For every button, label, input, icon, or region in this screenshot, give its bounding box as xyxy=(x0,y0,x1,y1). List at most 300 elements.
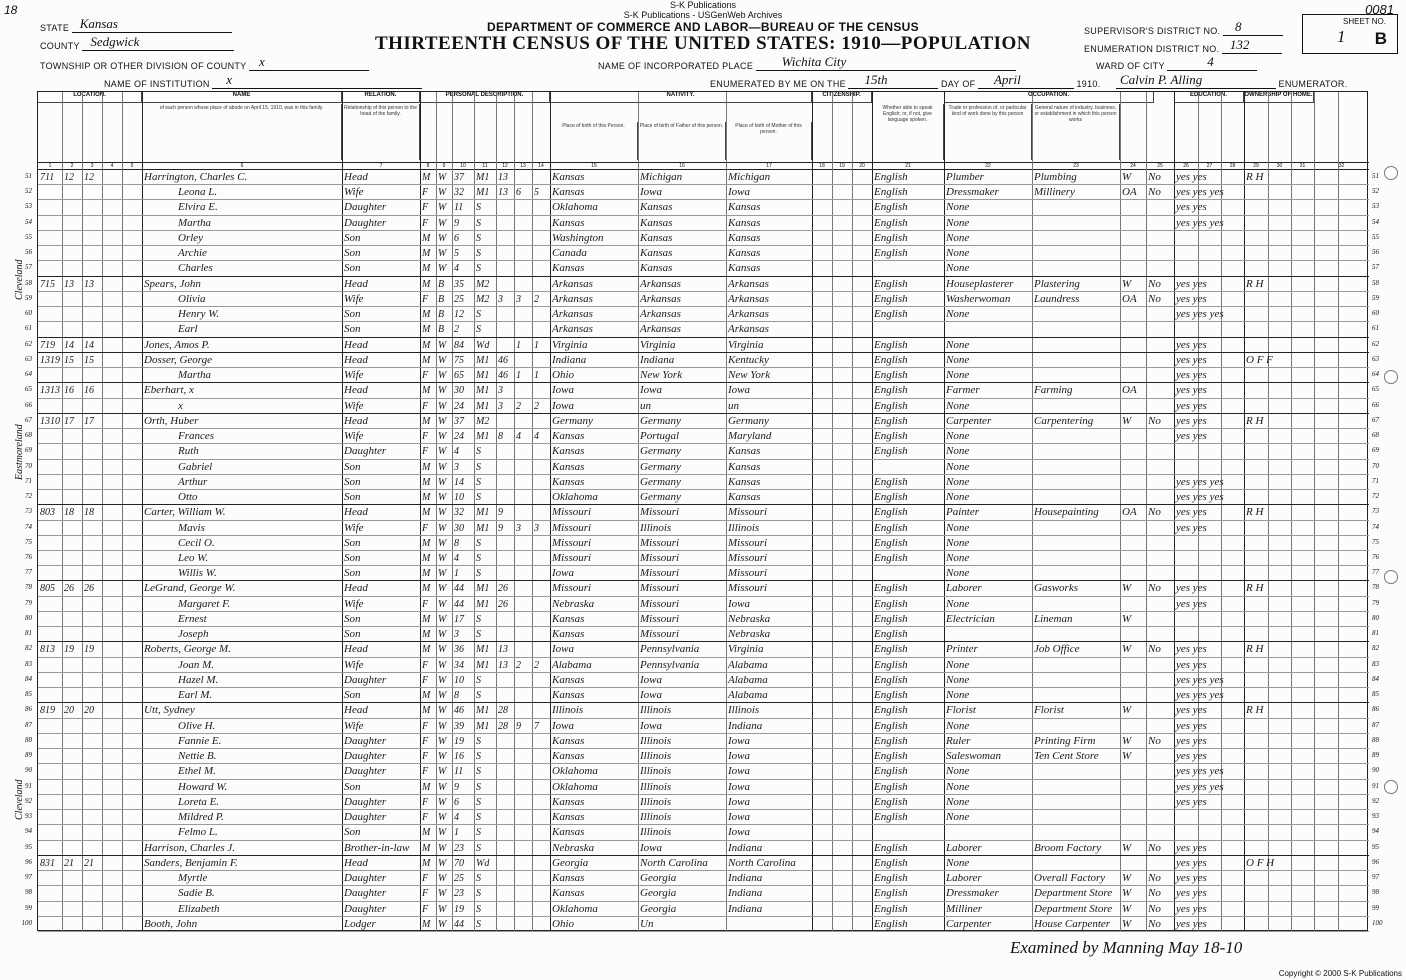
cell-bpm: Indiana xyxy=(728,887,763,900)
cell-wk: No xyxy=(1148,887,1161,900)
ward-label: WARD OF CITY xyxy=(1096,61,1165,71)
line-number: 66 xyxy=(25,400,32,409)
cell-own: R H xyxy=(1246,414,1264,427)
table-row xyxy=(38,688,1369,703)
cell-street: 805 xyxy=(40,583,55,595)
cell-trade: None xyxy=(946,567,970,580)
line-number: 94 xyxy=(1372,827,1379,836)
cell-bpm: Kansas xyxy=(728,460,761,473)
cell-name: Willis W. xyxy=(178,567,217,580)
cell-yrs: 3 xyxy=(498,293,503,305)
cell-emp: W xyxy=(1122,414,1132,427)
cell-age: 14 xyxy=(454,476,464,488)
cell-edu: yes yes xyxy=(1176,384,1207,397)
cell-sex: M xyxy=(422,842,431,854)
cell-ms: M1 xyxy=(476,705,490,717)
cell-bpm: Indiana xyxy=(728,872,763,885)
line-number: 68 xyxy=(25,431,32,440)
institution-label: NAME OF INSTITUTION xyxy=(104,79,210,89)
cell-sex: F xyxy=(422,888,429,900)
cell-lang: English xyxy=(874,612,908,625)
cell-wk: No xyxy=(1148,171,1161,183)
cell-bpf: Un xyxy=(640,917,654,930)
cell-lang: English xyxy=(874,231,908,244)
sheet-label: SHEET NO. xyxy=(1343,17,1386,26)
line-number: 62 xyxy=(25,339,32,348)
table-row xyxy=(38,536,1369,551)
cell-ind: Lineman xyxy=(1034,612,1073,625)
cell-age: 9 xyxy=(454,217,459,229)
cell-ms: M1 xyxy=(476,370,490,382)
cell-bpm: Kansas xyxy=(728,201,761,214)
cell-sex: F xyxy=(422,735,429,747)
cell-bp: Kansas xyxy=(552,689,585,702)
cell-ms: S xyxy=(476,690,481,702)
cell-dw: 19 xyxy=(64,644,74,656)
cell-bp: Kansas xyxy=(552,612,585,625)
cell-bpf: Iowa xyxy=(640,384,662,397)
cell-age: 24 xyxy=(454,400,464,412)
cell-rel: Son xyxy=(344,460,361,473)
line-number: 65 xyxy=(1372,385,1379,394)
cell-emp: OA xyxy=(1122,506,1137,519)
cell-name: Felmo L. xyxy=(178,826,218,839)
cell-lang: English xyxy=(874,872,908,885)
cell-dw: 16 xyxy=(64,385,74,397)
cell-ch-l: 1 xyxy=(534,370,539,382)
cell-name: Earl xyxy=(178,323,198,336)
cell-sex: F xyxy=(422,446,429,458)
sheet-value: 1 xyxy=(1337,27,1346,46)
line-number: 54 xyxy=(1372,217,1379,226)
cell-age: 39 xyxy=(454,720,464,732)
line-number: 77 xyxy=(1372,568,1379,577)
cell-rel: Daughter xyxy=(344,750,387,763)
column-number: 12 xyxy=(502,163,508,169)
cell-sex: M xyxy=(422,339,431,351)
cell-age: 10 xyxy=(454,492,464,504)
column-number: 22 xyxy=(985,163,991,169)
table-row xyxy=(38,871,1369,886)
cell-bpf: Germany xyxy=(640,475,681,488)
cell-bpm: Kentucky xyxy=(728,353,769,366)
line-number: 95 xyxy=(1372,842,1379,851)
line-number: 71 xyxy=(25,476,32,485)
line-number: 98 xyxy=(1372,888,1379,897)
cell-name: Roberts, George M. xyxy=(144,643,231,656)
cell-trade: None xyxy=(946,856,970,869)
cell-fam: 17 xyxy=(84,415,94,427)
cell-street: 719 xyxy=(40,339,55,351)
column-number: 26 xyxy=(1183,163,1189,169)
cell-age: 16 xyxy=(454,751,464,763)
cell-age: 37 xyxy=(454,172,464,183)
line-number: 84 xyxy=(1372,674,1379,683)
cell-trade: Washerwoman xyxy=(946,292,1011,305)
cell-sex: M xyxy=(422,781,431,793)
cell-sex: M xyxy=(422,918,431,930)
cell-race: W xyxy=(438,415,447,427)
cell-age: 6 xyxy=(454,232,459,244)
cell-age: 3 xyxy=(454,629,459,641)
cell-age: 65 xyxy=(454,370,464,382)
line-number: 78 xyxy=(25,583,32,592)
group-name: NAME xyxy=(142,92,342,103)
table-row xyxy=(38,749,1369,764)
cell-emp: W xyxy=(1122,902,1132,915)
line-number: 52 xyxy=(25,187,32,196)
cell-lang: English xyxy=(874,734,908,747)
cell-edu: yes yes xyxy=(1176,719,1207,732)
group-location: LOCATION. xyxy=(38,92,142,103)
cell-street: 1313 xyxy=(40,385,60,397)
cell-bpf: Illinois xyxy=(640,765,672,778)
cell-ch-b: 1 xyxy=(516,339,521,351)
cell-ms: S xyxy=(476,751,481,763)
cell-lang: English xyxy=(874,552,908,564)
cell-bpf: Missouri xyxy=(640,536,680,549)
cell-bpm: New York xyxy=(728,369,771,382)
cell-name: Mildred P. xyxy=(178,811,224,824)
cell-bp: Iowa xyxy=(552,384,574,397)
line-number: 87 xyxy=(1372,720,1379,729)
cell-ms: S xyxy=(476,735,481,747)
cell-ind: Housepainting xyxy=(1034,506,1099,519)
cell-ms: M2 xyxy=(476,415,490,427)
name-column-desc: of each person whose place of abode on April 15, 1910, was in this family. xyxy=(142,104,342,160)
cell-trade: None xyxy=(946,216,970,229)
cell-age: 46 xyxy=(454,705,464,717)
cell-sex: M xyxy=(422,613,431,625)
cell-bpm: Missouri xyxy=(728,582,768,595)
cell-yrs: 28 xyxy=(498,705,508,717)
line-number: 90 xyxy=(25,766,32,775)
cell-race: W xyxy=(438,690,447,702)
cell-race: W xyxy=(438,888,447,900)
cell-own: R H xyxy=(1246,506,1264,519)
cell-bpf: Iowa xyxy=(640,673,662,686)
cell-bpf: Portugal xyxy=(640,430,680,443)
cell-age: 4 xyxy=(454,812,459,824)
cell-edu: yes yes yes xyxy=(1176,216,1224,229)
cell-bpf: Iowa xyxy=(640,186,662,199)
cell-sex: M xyxy=(422,629,431,641)
cell-sex: F xyxy=(422,293,429,305)
cell-bp: Arkansas xyxy=(552,323,593,336)
cell-bpm: Arkansas xyxy=(728,277,769,290)
column-number: 2 xyxy=(70,163,74,169)
cell-bpm: Kansas xyxy=(728,475,761,488)
cell-sex: F xyxy=(422,431,429,443)
cell-ms: S xyxy=(476,842,481,854)
column-number: 9 xyxy=(442,163,446,169)
cell-ch-b: 2 xyxy=(516,659,521,671)
cell-trade: None xyxy=(946,247,970,260)
cell-rel: Son xyxy=(344,262,361,275)
cell-age: 24 xyxy=(454,431,464,443)
cell-name: Martha xyxy=(178,216,211,229)
institution-row xyxy=(104,72,422,89)
cell-fam: 18 xyxy=(84,507,94,519)
state-label: STATE xyxy=(40,23,70,33)
column-number: 6 xyxy=(240,163,244,169)
cell-sex: M xyxy=(422,385,431,397)
column-number: 4 xyxy=(110,163,114,169)
cell-bpf: Kansas xyxy=(640,247,673,260)
cell-emp: OA xyxy=(1122,186,1137,199)
cell-bpf: Illinois xyxy=(640,734,672,747)
line-number: 95 xyxy=(25,842,32,851)
department-heading: DEPARTMENT OF COMMERCE AND LABOR—BUREAU OF THE CENSUS xyxy=(487,20,919,34)
cell-ms: S xyxy=(476,446,481,458)
cell-lang: English xyxy=(874,430,908,443)
cell-race: W xyxy=(438,385,447,397)
state-value: Kansas xyxy=(72,16,232,33)
cell-sex: M xyxy=(422,827,431,839)
table-row xyxy=(38,917,1369,932)
cell-ms: M1 xyxy=(476,583,490,595)
group-nativity: NATIVITY. xyxy=(550,92,812,103)
ward-row xyxy=(1096,54,1257,71)
cell-bpm: Nebraska xyxy=(728,612,771,625)
punch-hole xyxy=(1384,166,1398,180)
sheet-tag: 18 xyxy=(4,3,18,17)
cell-rel: Lodger xyxy=(344,917,376,930)
line-number: 86 xyxy=(1372,705,1379,714)
cell-trade: None xyxy=(946,795,970,808)
line-number: 66 xyxy=(1372,400,1379,409)
table-row xyxy=(38,886,1369,901)
county-value: Sedgwick xyxy=(82,34,234,51)
line-number: 75 xyxy=(1372,537,1379,546)
cell-race: W xyxy=(438,796,447,808)
cell-edu: yes yes xyxy=(1176,399,1207,412)
cell-bpm: Iowa xyxy=(728,780,750,793)
table-row xyxy=(38,642,1369,657)
line-number: 91 xyxy=(25,781,32,790)
cell-name: Martha xyxy=(178,369,211,382)
cell-emp: W xyxy=(1122,277,1132,290)
cell-ch-b: 1 xyxy=(516,370,521,382)
line-number: 68 xyxy=(1372,431,1379,440)
cell-emp: W xyxy=(1122,582,1132,595)
cell-wk: No xyxy=(1148,292,1161,305)
cell-sex: M xyxy=(422,309,431,321)
cell-emp: W xyxy=(1122,917,1132,930)
column-number: 30 xyxy=(1276,163,1283,169)
punch-hole xyxy=(1384,370,1398,384)
cell-age: 25 xyxy=(454,873,464,885)
cell-ms: S xyxy=(476,461,481,473)
cell-ms: M1 xyxy=(476,354,490,366)
line-number: 85 xyxy=(25,690,32,699)
cell-dw: 18 xyxy=(64,507,74,519)
cell-sex: M xyxy=(422,324,431,336)
cell-bpm: Indiana xyxy=(728,902,763,915)
line-number: 70 xyxy=(1372,461,1379,470)
cell-lang: English xyxy=(874,384,908,397)
cell-street: 813 xyxy=(40,644,55,656)
cell-yrs: 13 xyxy=(498,644,508,656)
cell-ms: S xyxy=(476,263,481,275)
cell-rel: Wife xyxy=(344,658,364,671)
cell-sex: F xyxy=(422,187,429,199)
cell-trade: None xyxy=(946,689,970,702)
table-row xyxy=(38,521,1369,536)
cell-lang: English xyxy=(874,704,908,717)
line-number: 65 xyxy=(25,385,32,394)
cell-name: Harrison, Charles J. xyxy=(144,841,236,854)
cell-own: R H xyxy=(1246,582,1264,595)
line-number: 85 xyxy=(1372,690,1379,699)
cell-own: R H xyxy=(1246,643,1264,656)
column-number: 17 xyxy=(766,163,772,169)
cell-sex: M xyxy=(422,492,431,504)
enumerator-name: Calvin P. Alling xyxy=(1116,72,1276,89)
cell-rel: Wife xyxy=(344,719,364,732)
cell-fam: 16 xyxy=(84,385,94,397)
cell-name: Arthur xyxy=(178,475,208,488)
table-row xyxy=(38,825,1369,840)
cell-rel: Daughter xyxy=(344,201,387,214)
cell-bpf: Illinois xyxy=(640,795,672,808)
cell-lang: English xyxy=(874,186,908,199)
cell-ms: M1 xyxy=(476,598,490,610)
group-relation: RELATION. xyxy=(342,92,420,103)
cell-emp: W xyxy=(1122,750,1132,763)
cell-ind: House Carpenter xyxy=(1034,917,1111,930)
cell-ch-l: 4 xyxy=(534,431,539,443)
cell-bpf: Iowa xyxy=(640,841,662,854)
cell-bpf: Illinois xyxy=(640,780,672,793)
cell-ms: S xyxy=(476,766,481,778)
cell-bp: Georgia xyxy=(552,856,589,869)
cell-emp: W xyxy=(1122,612,1132,625)
cell-ch-b: 3 xyxy=(516,293,521,305)
cell-race: W xyxy=(438,400,447,412)
cell-bpf: un xyxy=(640,399,651,412)
cell-sex: F xyxy=(422,720,429,732)
cell-bpm: Nebraska xyxy=(728,628,771,641)
cell-race: W xyxy=(438,492,447,504)
table-row xyxy=(38,460,1369,475)
cell-trade: Electrician xyxy=(946,612,995,625)
cell-ms: S xyxy=(476,324,481,336)
day-of-label: DAY OF xyxy=(940,79,976,89)
enumerated-month: April xyxy=(978,72,1074,89)
column-number-strip xyxy=(38,162,1369,170)
cell-ind: Laundress xyxy=(1034,292,1080,305)
cell-bp: Washington xyxy=(552,231,604,244)
table-row xyxy=(38,902,1369,917)
cell-edu: yes yes xyxy=(1176,750,1207,763)
cell-race: W xyxy=(438,476,447,488)
cell-lang: English xyxy=(874,201,908,214)
cell-rel: Son xyxy=(344,308,361,321)
cell-ms: M1 xyxy=(476,400,490,412)
ward-value: 4 xyxy=(1167,54,1257,71)
cell-bp: Kansas xyxy=(552,430,585,443)
line-number: 71 xyxy=(1372,476,1379,485)
cell-age: 4 xyxy=(454,446,459,458)
line-number: 81 xyxy=(1372,629,1379,638)
cell-sex: F xyxy=(422,903,429,915)
enumerator-row xyxy=(1116,72,1348,89)
cell-ms: S xyxy=(476,309,481,321)
column-number: 24 xyxy=(1130,163,1136,169)
cell-rel: Daughter xyxy=(344,902,387,915)
cell-ms: S xyxy=(476,537,481,549)
cell-age: 32 xyxy=(454,187,464,199)
cell-sex: F xyxy=(422,400,429,412)
cell-race: W xyxy=(438,446,447,458)
column-number: 18 xyxy=(819,163,825,169)
cell-age: 37 xyxy=(454,415,464,427)
cell-wk: No xyxy=(1148,582,1161,595)
cell-sex: M xyxy=(422,278,431,290)
trade-header: Trade or profession of, or particular kind of work done by this person xyxy=(944,104,1032,160)
cell-dw: 26 xyxy=(64,583,74,595)
cell-trade: None xyxy=(946,536,970,549)
cell-edu: yes yes yes xyxy=(1176,689,1224,702)
publisher-line-2: S-K Publications - USGenWeb Archives xyxy=(623,10,783,20)
cell-trade: Saleswoman xyxy=(946,750,1001,763)
cell-trade: None xyxy=(946,597,970,610)
enumerated-day: 15th xyxy=(848,72,938,89)
cell-edu: yes yes yes xyxy=(1176,308,1224,321)
cell-bpm: Arkansas xyxy=(728,292,769,305)
birthplace-father-header: Place of birth of Father of this person. xyxy=(638,122,726,160)
cell-street: 715 xyxy=(40,278,55,290)
cell-age: 32 xyxy=(454,507,464,519)
cell-age: 2 xyxy=(454,324,459,336)
cell-bpf: Missouri xyxy=(640,506,680,519)
table-row xyxy=(38,856,1369,871)
cell-bpf: Pennsylvania xyxy=(640,658,700,671)
cell-sex: F xyxy=(422,598,429,610)
cell-ms: M1 xyxy=(476,644,490,656)
cell-trade: None xyxy=(946,460,970,473)
cell-rel: Son xyxy=(344,247,361,260)
cell-trade: Carpenter xyxy=(946,414,992,427)
cell-sex: F xyxy=(422,873,429,885)
cell-bp: Kansas xyxy=(552,460,585,473)
cell-bp: Kansas xyxy=(552,811,585,824)
group-citizenship: CITIZENSHIP. xyxy=(812,92,872,103)
column-number: 10 xyxy=(460,163,466,169)
line-number: 58 xyxy=(25,278,32,287)
cell-ms: Wd xyxy=(476,339,490,351)
cell-race: W xyxy=(438,613,447,625)
cell-bpf: Michigan xyxy=(640,171,683,183)
cell-rel: Wife xyxy=(344,399,364,412)
cell-age: 4 xyxy=(454,553,459,564)
line-number: 79 xyxy=(1372,598,1379,607)
line-number: 73 xyxy=(25,507,32,516)
cell-bpm: Kansas xyxy=(728,445,761,458)
cell-edu: yes yes xyxy=(1176,201,1207,214)
side-note-1: Cleveland xyxy=(14,259,25,300)
line-number: 61 xyxy=(25,324,32,333)
cell-dw: 17 xyxy=(64,415,74,427)
cell-bp: Kansas xyxy=(552,795,585,808)
cell-lang: English xyxy=(874,491,908,504)
cell-sex: F xyxy=(422,522,429,534)
cell-lang: English xyxy=(874,689,908,702)
cell-bp: Alabama xyxy=(552,658,592,671)
cell-trade: None xyxy=(946,201,970,214)
cell-edu: yes yes xyxy=(1176,902,1207,915)
